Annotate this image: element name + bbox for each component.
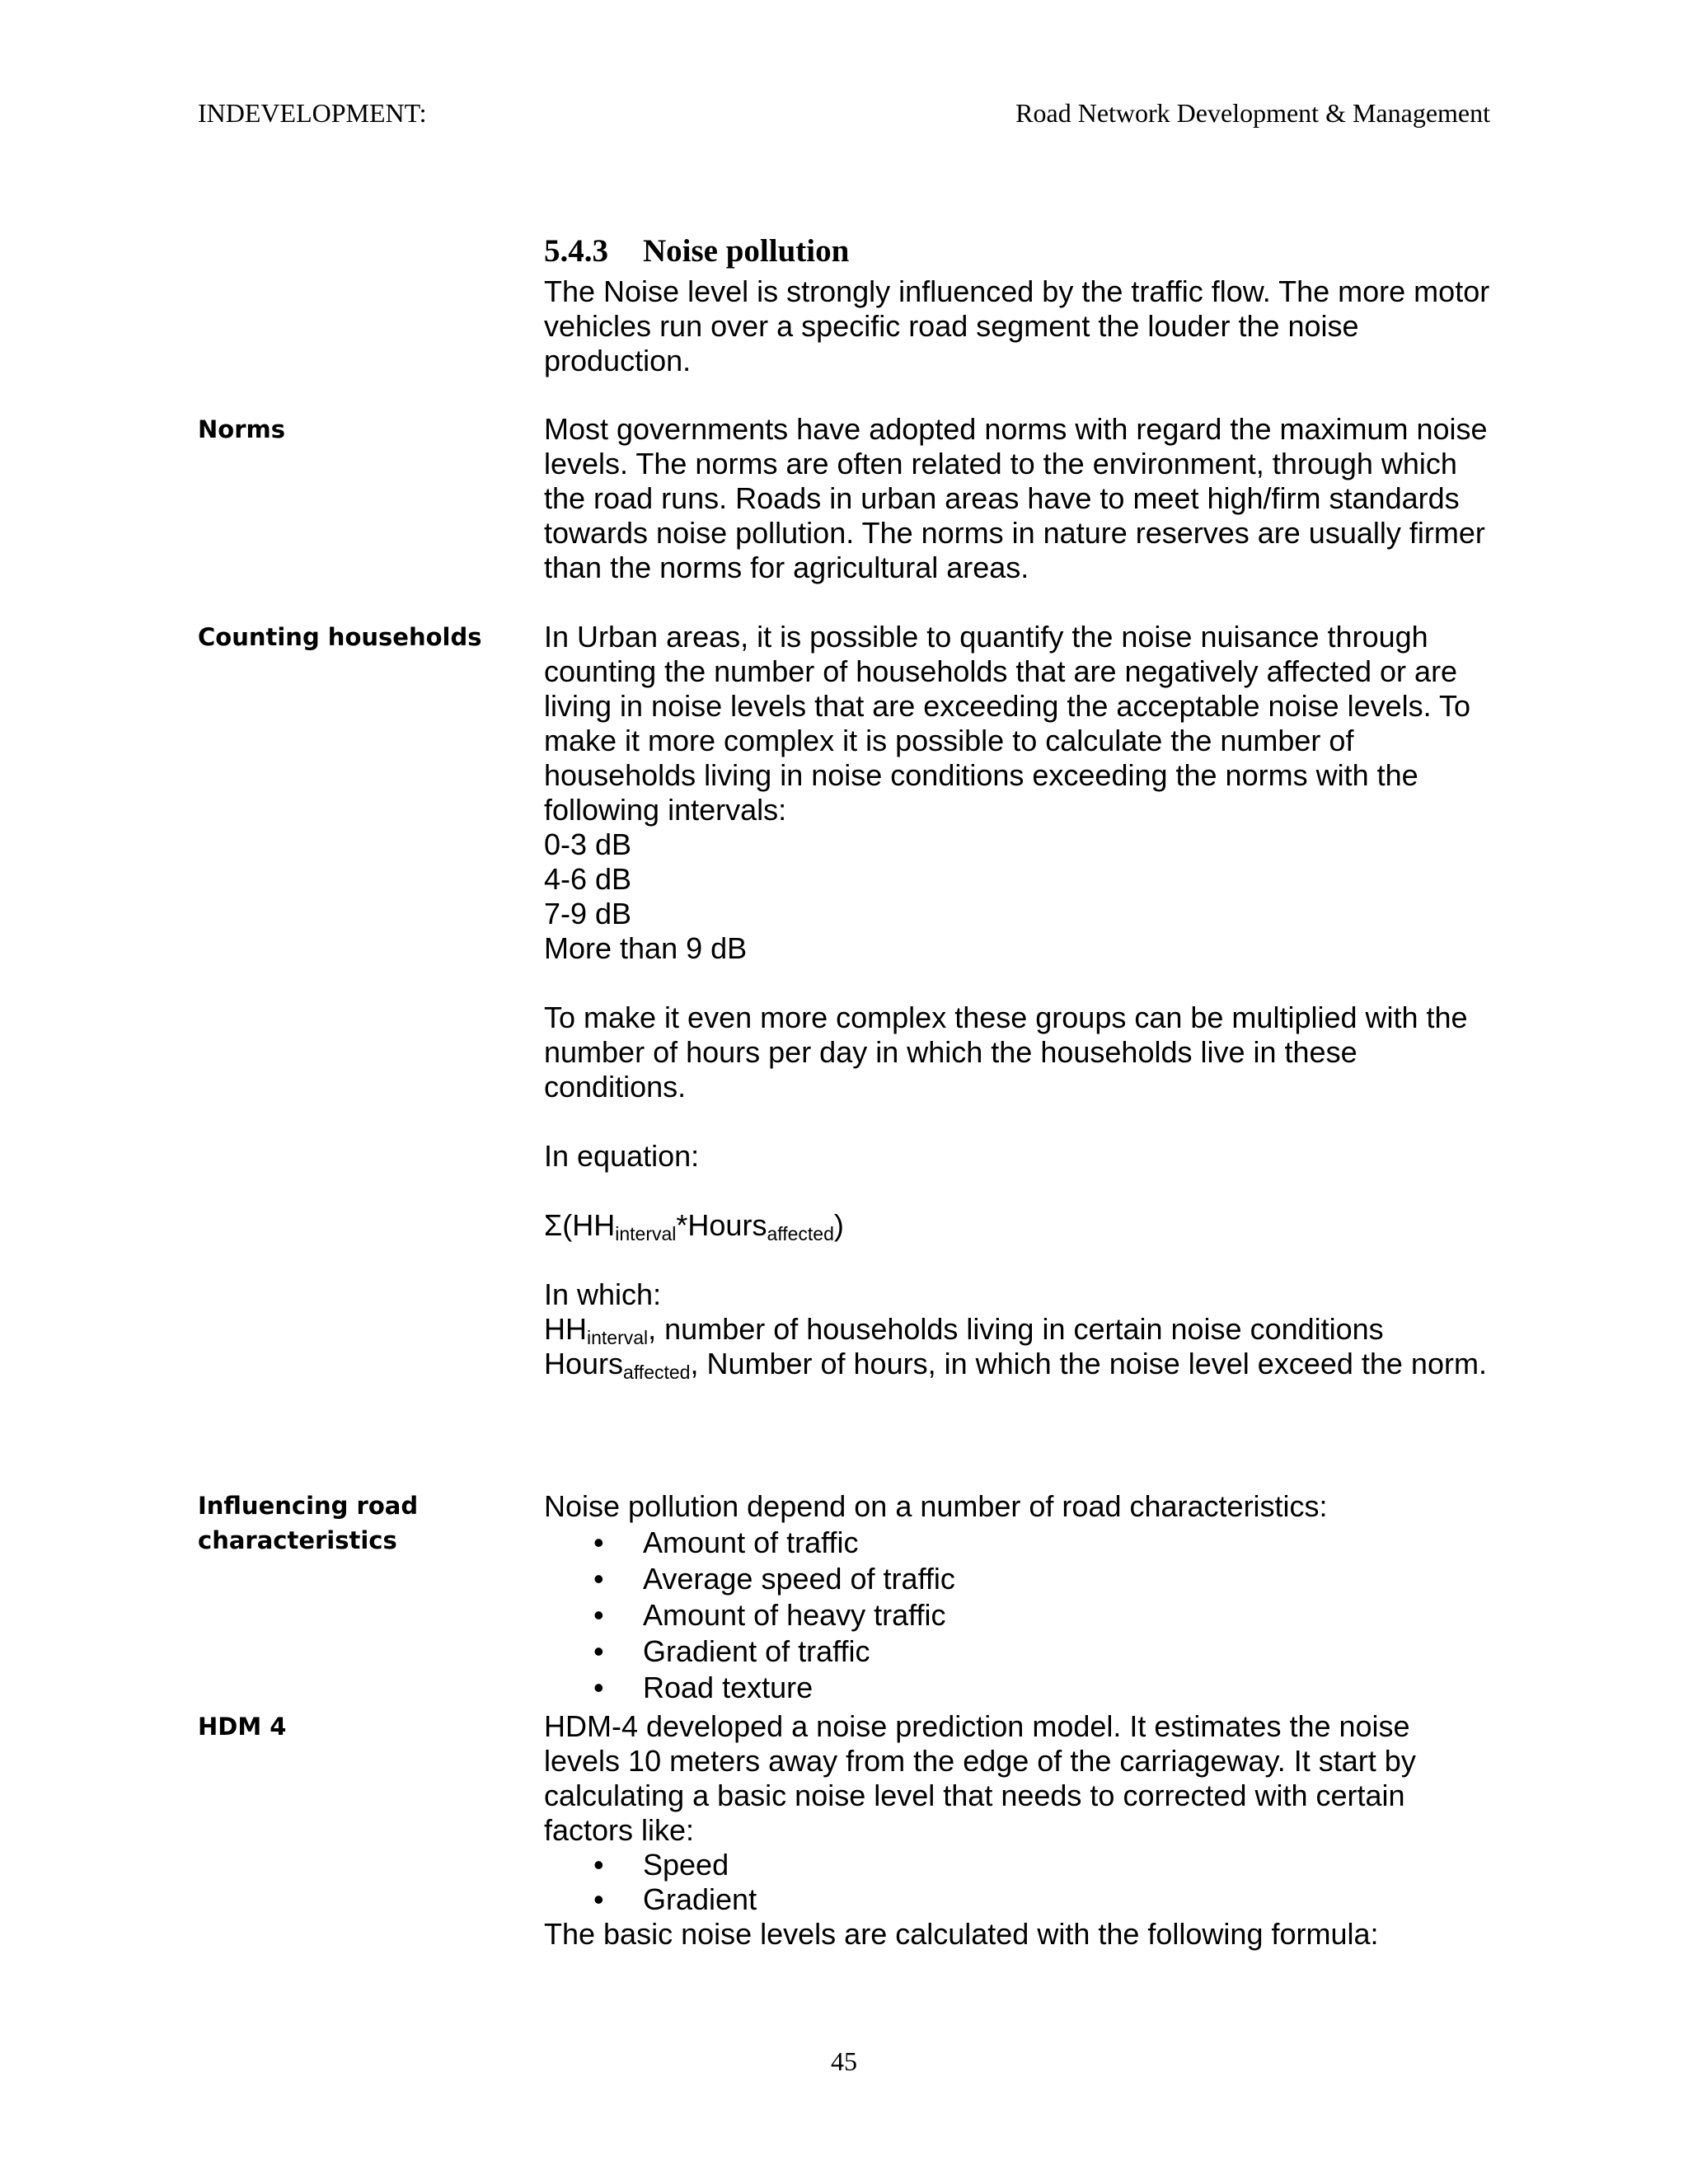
hdm4-section	[544, 1709, 1492, 1952]
list-item: • Amount of heavy traffic	[544, 1597, 1492, 1633]
list-item: • Road texture	[544, 1670, 1492, 1706]
counting-households-section	[544, 620, 1492, 1381]
list-item: • Average speed of traffic	[544, 1561, 1492, 1597]
section-heading	[544, 232, 849, 270]
norms-paragraph	[544, 412, 1492, 585]
characteristics-list	[544, 1525, 1492, 1706]
equation: $\Sigma(HH_{interval}*Hours_{affected})$	[544, 1208, 844, 1244]
hdm4-text: HDM-4 developed a noise prediction model. It estimates the noise levels 10 meters away from the edge of the carriageway. It start by calculating a basic noise level that needs to corrected with certain factors like:	[544, 1709, 1416, 1847]
hdm4-closing-text: The basic noise levels are calculated with the following formula:	[544, 1917, 1379, 1951]
list-item: • Gradient	[544, 1882, 1492, 1917]
list-item: • Gradient of traffic	[544, 1633, 1492, 1670]
characteristics-section	[544, 1488, 1492, 1706]
margin-label-norms: Norms	[198, 415, 285, 443]
interval-item: More than 9 dB	[544, 931, 748, 965]
running-header-left: INDEVELOPMENT:	[198, 98, 427, 128]
in-equation-label: In equation:	[544, 1139, 700, 1173]
counting-text: In Urban areas, it is possible to quantify the noise nuisance through counting the number of households that are negatively affected or are living in noise levels that are exceeding the acceptable noise levels. To make it more complex it is possible to calculate the number of households living in noise conditions exceeding the norms with the following intervals:	[544, 620, 1471, 827]
margin-label-influencing-road-characteristics: Influencing road characteristics	[198, 1492, 419, 1554]
intro-paragraph	[544, 274, 1492, 378]
interval-item: 7-9 dB	[544, 897, 632, 930]
interval-item: 4-6 dB	[544, 862, 632, 896]
intro-text: The Noise level is strongly influenced by the traffic flow. The more motor vehicles run over a specific road segment the louder the noise production.	[544, 274, 1490, 377]
page-number: 45	[831, 2046, 857, 2076]
interval-item: 0-3 dB	[544, 827, 632, 861]
definition-hh-interval: $HH_{interval}$, number of households living in certain noise conditions	[544, 1312, 1384, 1348]
section-number: 5.4.3	[544, 233, 608, 269]
norms-text: Most governments have adopted norms with regard the maximum noise levels. The norms are often related to the environment, through which the road runs. Roads in urban areas have to meet high/firm standards towards noise pollution. The norms in nature reserves are usually firmer than the norms for agricultural areas.	[544, 412, 1488, 584]
in-which-label: In which:	[544, 1277, 662, 1311]
definition-hours-affected: Hours$_{affected}$, Number of hours, in which the noise level exceed the norm.	[544, 1347, 1487, 1383]
characteristics-intro: Noise pollution depend on a number of road characteristics:	[544, 1489, 1328, 1523]
margin-label-counting-households: Counting households	[198, 623, 482, 651]
margin-label-hdm4: HDM 4	[198, 1713, 287, 1741]
list-item: • Amount of traffic	[544, 1525, 1492, 1561]
hdm4-factor-list	[544, 1848, 1492, 1917]
section-title: Noise pollution	[643, 233, 850, 269]
list-item: • Speed	[544, 1848, 1492, 1882]
more-complex-text: To make it even more complex these groups can be multiplied with the number of hours per day in which the households live in these conditions.	[544, 1001, 1468, 1104]
running-header-right: Road Network Development & Management	[1015, 98, 1490, 128]
